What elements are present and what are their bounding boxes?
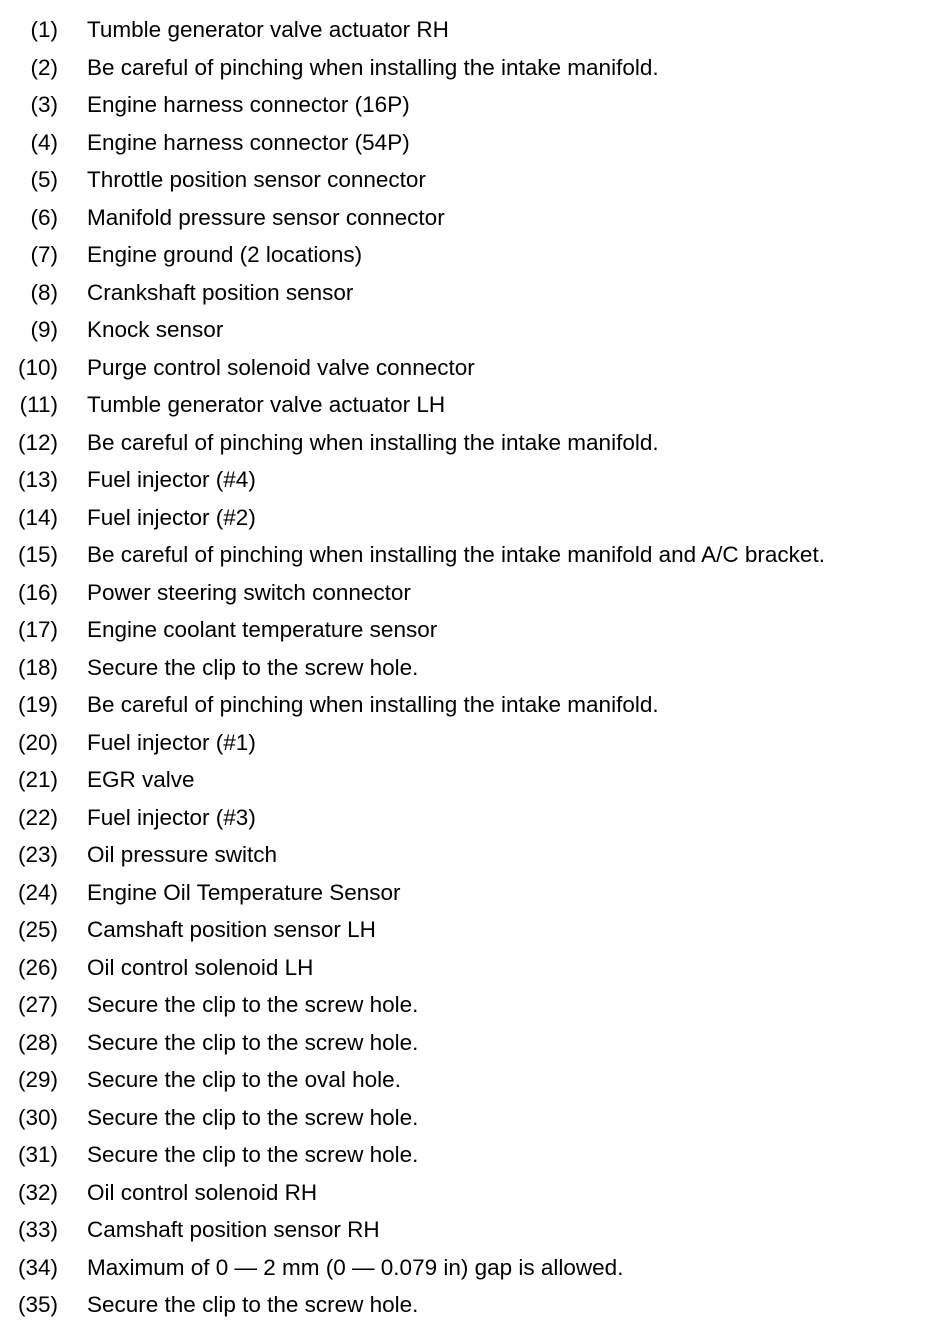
legend-item [0,911,928,949]
item-number: (9) [30,317,58,342]
legend-item [0,274,928,312]
legend-item [0,11,928,49]
item-number: (26) [17,954,58,980]
item-description: Manifold pressure sensor connector [87,204,445,230]
legend-item [0,499,928,537]
item-description: Secure the clip to the screw hole. [87,1104,419,1130]
legend-item [0,649,928,687]
legend-item [0,49,928,87]
legend-item [0,1024,928,1062]
item-description: Throttle position sensor connector [87,167,426,192]
item-description: Secure the clip to the screw hole. [87,992,419,1017]
legend-item [0,1174,928,1212]
item-description: Fuel injector (#2) [87,504,256,530]
item-number: (33) [17,1217,58,1242]
item-description: Secure the clip to the screw hole. [87,1142,419,1167]
item-description: Camshaft position sensor RH [87,1217,380,1242]
legend-item [0,1099,928,1137]
item-description: Fuel injector (#1) [87,729,256,755]
item-number: (35) [17,1292,58,1317]
item-number: (16) [17,579,58,605]
item-description: EGR valve [87,767,195,792]
item-number: (7) [30,242,58,267]
item-description: Secure the clip to the screw hole. [87,1292,419,1317]
legend-item [0,1136,928,1174]
item-description: Purge control solenoid valve connector [87,354,475,380]
item-number: (19) [17,692,58,717]
legend-item [0,611,928,649]
legend-item [0,1249,928,1287]
item-number: (14) [17,504,58,530]
item-description: Be careful of pinching when installing the intake manifold. [87,692,659,717]
legend-item [0,761,928,799]
item-number: (6) [30,204,58,230]
item-number: (25) [17,917,58,942]
item-number: (23) [17,842,58,867]
item-description: Camshaft position sensor LH [87,917,376,942]
item-description: Oil pressure switch [87,842,278,867]
item-description: Fuel injector (#4) [87,467,256,492]
item-description: Engine coolant temperature sensor [87,617,438,642]
item-number: (8) [30,279,58,305]
item-number: (10) [17,354,58,380]
item-number: (20) [17,729,58,755]
legend-item [0,986,928,1024]
item-number: (27) [17,992,58,1017]
legend-item [0,1211,928,1249]
legend-item [0,836,928,874]
legend-item [0,949,928,987]
item-description: Secure the clip to the screw hole. [87,1029,419,1055]
legend-item [0,86,928,124]
legend-item [0,461,928,499]
legend-item [0,686,928,724]
item-number: (21) [17,767,58,792]
item-description: Tumble generator valve actuator RH [87,17,449,42]
item-number: (15) [17,542,58,567]
item-number: (31) [17,1142,58,1167]
item-number: (12) [17,429,58,455]
item-number: (22) [17,804,58,830]
legend-item [0,574,928,612]
item-number: (5) [30,167,58,192]
legend-item [0,199,928,237]
legend-item [0,799,928,837]
item-number: (32) [17,1179,58,1205]
legend-item [0,874,928,912]
item-number: (30) [17,1104,58,1130]
legend-item [0,1061,928,1099]
item-number: (29) [17,1067,58,1092]
item-description: Oil control solenoid RH [87,1179,318,1205]
item-number: (11) [19,392,58,417]
item-description: Be careful of pinching when installing the intake manifold and A/C bracket. [87,542,825,567]
item-description: Crankshaft position sensor [87,279,354,305]
item-description: Be careful of pinching when installing the intake manifold. [87,429,659,455]
item-description: Oil control solenoid LH [87,954,314,980]
item-number: (24) [17,879,58,905]
legend-item [0,236,928,274]
item-description: Knock sensor [87,317,224,342]
item-number: (17) [17,617,58,642]
legend-item [0,724,928,762]
item-number: (34) [17,1254,58,1280]
legend-item [0,349,928,387]
item-description: Engine harness connector (54P) [87,129,410,155]
item-description: Secure the clip to the screw hole. [87,654,419,680]
legend-item [0,386,928,424]
legend-item [0,536,928,574]
item-description: Engine ground (2 locations) [87,242,363,267]
item-description: Engine harness connector (16P) [87,92,410,117]
legend-list [0,11,928,1324]
item-description: Maximum of 0 — 2 mm (0 — 0.079 in) gap is allowed. [87,1254,624,1280]
item-number: (4) [30,129,58,155]
legend-item [0,161,928,199]
item-description: Be careful of pinching when installing the intake manifold. [87,54,659,80]
item-description: Engine Oil Temperature Sensor [87,879,401,905]
legend-item [0,424,928,462]
legend-item [0,311,928,349]
item-number: (13) [17,467,58,492]
item-number: (2) [30,54,58,80]
item-description: Power steering switch connector [87,579,411,605]
item-number: (18) [17,654,58,680]
legend-item [0,124,928,162]
item-description: Tumble generator valve actuator LH [87,392,446,417]
item-description: Fuel injector (#3) [87,804,256,830]
item-number: (28) [17,1029,58,1055]
item-description: Secure the clip to the oval hole. [87,1067,401,1092]
item-number: (1) [30,17,58,42]
item-number: (3) [30,92,58,117]
legend-item [0,1286,928,1324]
